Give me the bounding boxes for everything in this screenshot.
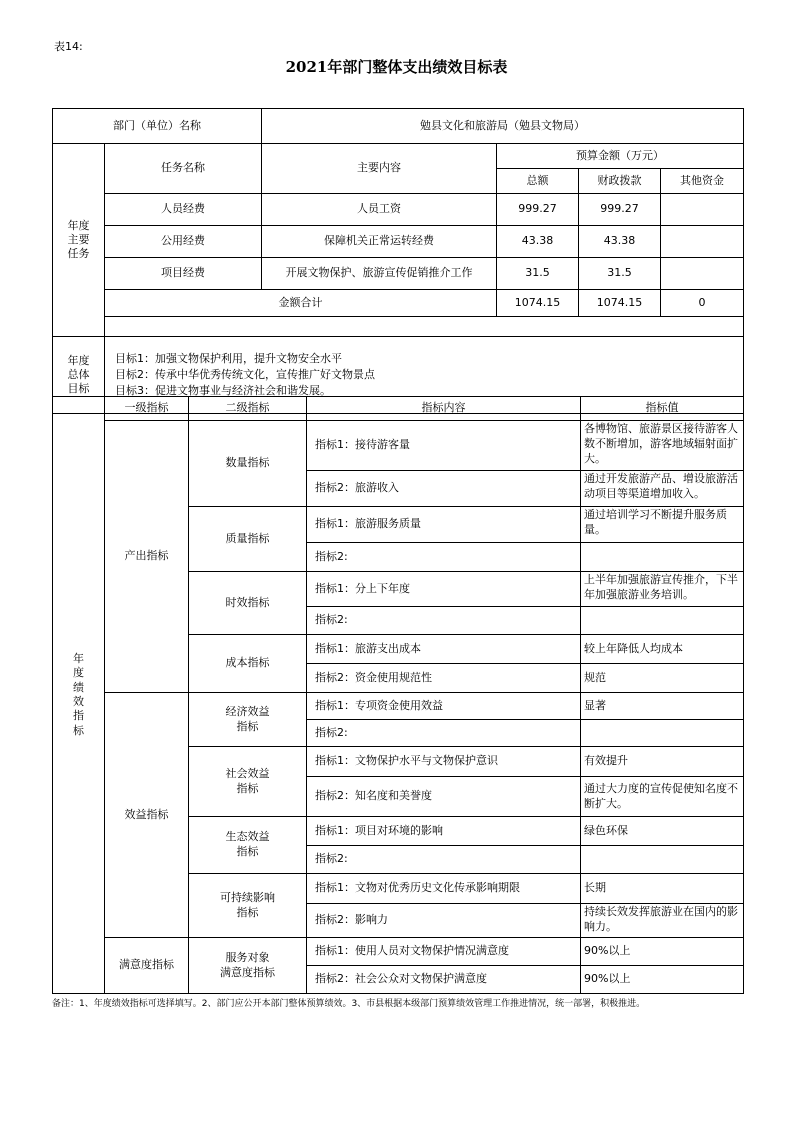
task-other [661, 194, 744, 226]
task-total: 43.38 [497, 226, 579, 258]
indicator-value [581, 607, 744, 635]
indicator-content: 指标2：社会公众对文物保护满意度 [307, 966, 581, 994]
page-title: 2021年部门整体支出绩效目标表 [285, 58, 508, 76]
indicator-value: 绿色环保 [581, 817, 744, 846]
col-level2: 二级指标 [189, 397, 307, 421]
level2-quantity: 数量指标 [189, 421, 307, 507]
task-finance: 31.5 [579, 258, 661, 290]
indicator-content: 指标1：专项资金使用效益 [307, 693, 581, 720]
indicator-content: 指标2: [307, 543, 581, 572]
indicator-value: 显著 [581, 693, 744, 720]
indicator-value: 通过大力度的宣传促使知名度不断扩大。 [581, 777, 744, 817]
indicator-value: 90%以上 [581, 966, 744, 994]
task-content: 开展文物保护、旅游宣传促销推介工作 [262, 258, 497, 290]
col-level1: 一级指标 [105, 397, 189, 421]
dept-name: 勉县文化和旅游局（勉县文物局） [262, 109, 744, 144]
task-other [661, 258, 744, 290]
indicator-value: 规范 [581, 664, 744, 693]
col-indicator-value: 指标值 [581, 397, 744, 421]
level1-satisfaction: 满意度指标 [105, 938, 189, 994]
indicator-value [581, 543, 744, 572]
task-finance: 43.38 [579, 226, 661, 258]
indicator-content: 指标1：项目对环境的影响 [307, 817, 581, 846]
indicator-value: 通过培训学习不断提升服务质量。 [581, 507, 744, 543]
sum-other: 0 [661, 290, 744, 317]
tasks-section-label [53, 144, 105, 337]
indicator-content: 指标1：接待游客量 [307, 421, 581, 471]
level2-ecological: 生态效益 指标 [189, 817, 307, 874]
task-total: 999.27 [497, 194, 579, 226]
objectives-label-text: 年度 总体 目标 [67, 353, 90, 396]
indicators-section-label [53, 397, 105, 994]
spacer-cell [105, 317, 744, 337]
sum-finance: 1074.15 [579, 290, 661, 317]
col-budget: 预算金额（万元） [497, 144, 744, 169]
level2-social: 社会效益 指标 [189, 747, 307, 817]
task-total: 31.5 [497, 258, 579, 290]
level2-cost: 成本指标 [189, 635, 307, 693]
indicators-label-text: 年 度 绩 效 指 标 [73, 652, 84, 737]
col-finance: 财政拨款 [579, 169, 661, 194]
indicator-content: 指标1：分上下年度 [307, 572, 581, 607]
indicator-value [581, 720, 744, 747]
indicator-content: 指标1：使用人员对文物保护情况满意度 [307, 938, 581, 966]
footnote: 备注：1、年度绩效指标可选择填写。2、部门应公开本部门整体预算绩效。3、市县根据本级部门预算绩效管理工作推进情况，统一部署，积极推进。 [52, 999, 646, 1009]
task-other [661, 226, 744, 258]
dept-label: 部门（单位）名称 [53, 109, 262, 144]
indicator-value: 各博物馆、旅游景区接待游客人数不断增加，游客地域辐射面扩大。 [581, 421, 744, 471]
objective-line: 目标2：传承中华优秀传统文化，宣传推广好文物景点 [115, 368, 375, 382]
indicator-content: 指标1：文物对优秀历史文化传承影响期限 [307, 874, 581, 904]
indicator-content: 指标2：旅游收入 [307, 471, 581, 507]
indicator-value: 上半年加强旅游宣传推介，下半年加强旅游业务培训。 [581, 572, 744, 607]
col-task-name: 任务名称 [105, 144, 262, 194]
indicator-content: 指标2：影响力 [307, 904, 581, 938]
task-name: 公用经费 [105, 226, 262, 258]
indicator-value: 持续长效发挥旅游业在国内的影响力。 [581, 904, 744, 938]
budget-table [52, 108, 744, 414]
indicator-value: 有效提升 [581, 747, 744, 777]
task-name: 人员经费 [105, 194, 262, 226]
indicator-content: 指标2：知名度和美誉度 [307, 777, 581, 817]
indicator-content: 指标2: [307, 607, 581, 635]
objective-line: 目标1：加强文物保护利用，提升文物安全水平 [115, 352, 342, 366]
level1-benefit: 效益指标 [105, 693, 189, 938]
task-finance: 999.27 [579, 194, 661, 226]
indicator-content: 指标1：旅游服务质量 [307, 507, 581, 543]
col-indicator-content: 指标内容 [307, 397, 581, 421]
col-other: 其他资金 [661, 169, 744, 194]
task-content: 人员工资 [262, 194, 497, 226]
task-name: 项目经费 [105, 258, 262, 290]
indicator-value: 90%以上 [581, 938, 744, 966]
indicator-table [52, 396, 744, 994]
level2-timeliness: 时效指标 [189, 572, 307, 635]
sum-label: 金额合计 [105, 290, 497, 317]
indicator-value: 长期 [581, 874, 744, 904]
level2-service: 服务对象 满意度指标 [189, 938, 307, 994]
tasks-label-text: 年度 主要 任务 [67, 218, 90, 261]
indicator-content: 指标2: [307, 846, 581, 874]
task-content: 保障机关正常运转经费 [262, 226, 497, 258]
indicator-value: 通过开发旅游产品、增设旅游活动项目等渠道增加收入。 [581, 471, 744, 507]
indicator-value: 较上年降低人均成本 [581, 635, 744, 664]
sum-total: 1074.15 [497, 290, 579, 317]
objective-line: 目标3：促进文物事业与经济社会和谐发展。 [115, 383, 331, 397]
indicator-content: 指标1：文物保护水平与文物保护意识 [307, 747, 581, 777]
level2-quality: 质量指标 [189, 507, 307, 572]
level2-sustainable: 可持续影响 指标 [189, 874, 307, 938]
indicator-content: 指标1：旅游支出成本 [307, 635, 581, 664]
col-total: 总额 [497, 169, 579, 194]
indicator-content: 指标2：资金使用规范性 [307, 664, 581, 693]
level2-economic: 经济效益 指标 [189, 693, 307, 747]
col-main-content: 主要内容 [262, 144, 497, 194]
indicator-value [581, 846, 744, 874]
indicator-content: 指标2: [307, 720, 581, 747]
level1-output: 产出指标 [105, 421, 189, 693]
table-number: 表14: [54, 40, 83, 53]
